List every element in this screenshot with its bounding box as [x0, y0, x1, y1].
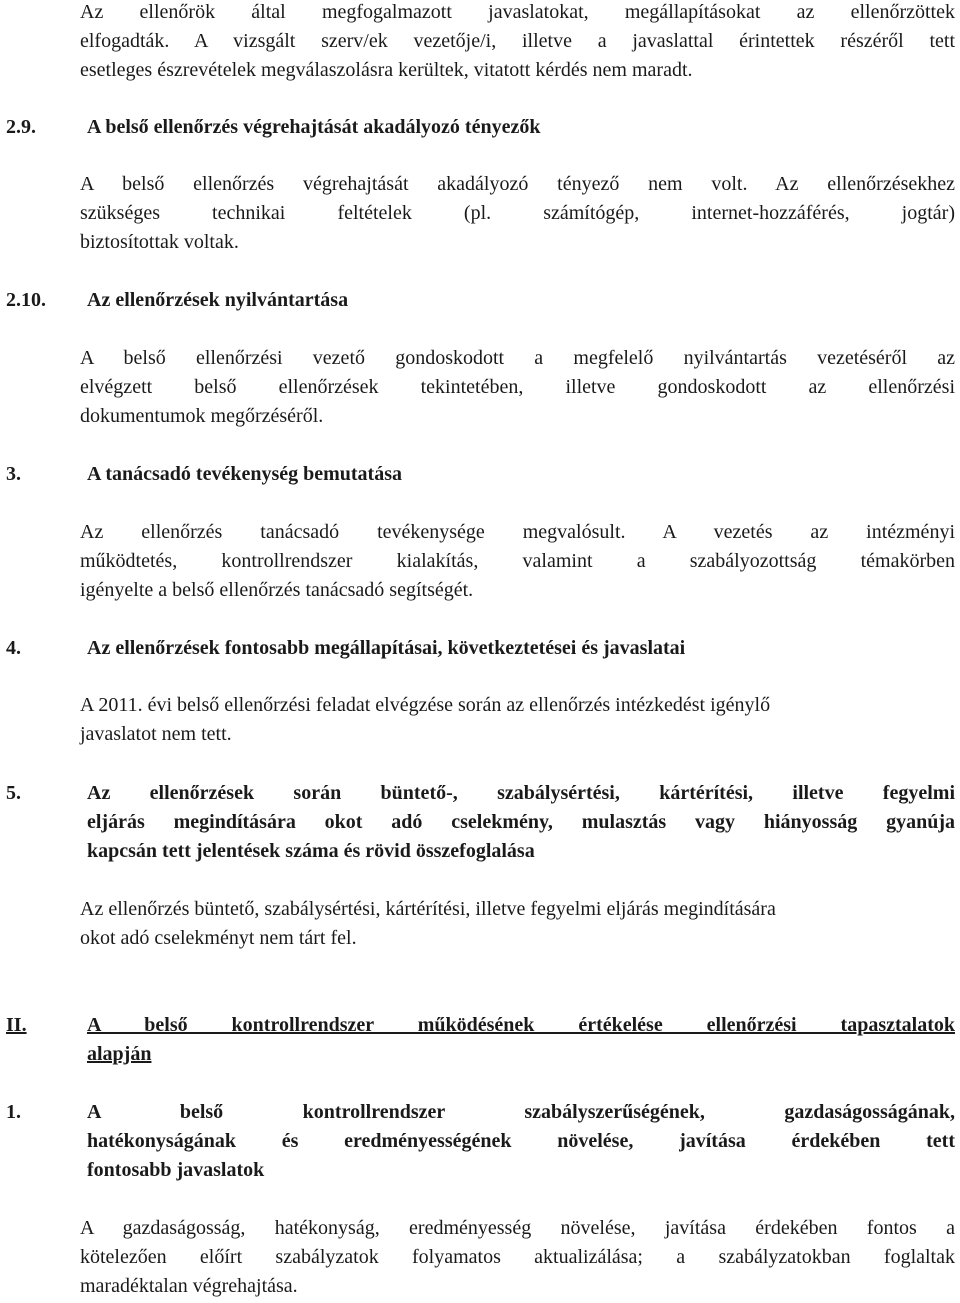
section-2-10-paragraph — [80, 344, 955, 431]
paragraph-line: kötelezően előírt szabályzatok folyamatos aktualizálása; a szabályzatokban foglaltak — [80, 1246, 955, 1268]
title-line: fontosabb javaslatok — [87, 1159, 265, 1181]
section-2-9-title: A belső ellenőrzés végrehajtását akadályozó tényezők — [87, 116, 541, 138]
intro-paragraph — [80, 0, 955, 85]
section-4-paragraph — [80, 691, 955, 749]
title-line: A belső kontrollrendszer működésének értékelése ellenőrzési tapasztalatok — [87, 1014, 955, 1036]
paragraph-line: elvégzett belső ellenőrzések tekintetében, illetve gondoskodott az ellenőrzési — [80, 376, 955, 398]
section-II-1-paragraph — [80, 1214, 955, 1301]
section-3-number: 3. — [6, 463, 21, 485]
section-4-number: 4. — [6, 637, 21, 659]
paragraph-line: javaslatot nem tett. — [80, 723, 232, 745]
section-3-title: A tanácsadó tevékenység bemutatása — [87, 463, 402, 485]
paragraph-line: A 2011. évi belső ellenőrzési feladat elvégzése során az ellenőrzés intézkedést igénylő — [80, 694, 771, 716]
section-5-paragraph — [80, 895, 955, 953]
section-2-9-number: 2.9. — [6, 116, 36, 138]
section-2-9-paragraph — [80, 170, 955, 257]
title-line: hatékonyságának és eredményességének növelése, javítása érdekében tett — [87, 1130, 955, 1152]
section-4-title: Az ellenőrzések fontosabb megállapításai, következtetései és javaslatai — [87, 637, 686, 659]
paragraph-line: esetleges észrevételek megválaszolásra kerültek, vitatott kérdés nem maradt. — [80, 59, 693, 81]
title-line: alapján — [87, 1043, 152, 1065]
paragraph-line: okot adó cselekményt nem tárt fel. — [80, 927, 357, 949]
section-5-title — [87, 779, 955, 866]
paragraph-line: biztosítottak voltak. — [80, 231, 239, 253]
paragraph-line: szükséges technikai feltételek (pl. számítógép, internet-hozzáférés, jogtár) — [80, 202, 955, 224]
paragraph-line: A belső ellenőrzés végrehajtását akadályozó tényező nem volt. Az ellenőrzésekhez — [80, 173, 955, 195]
title-line: kapcsán tett jelentések száma és rövid összefoglalása — [87, 840, 535, 862]
section-2-10-number: 2.10. — [6, 289, 46, 311]
section-II-title — [87, 1011, 955, 1069]
paragraph-line: Az ellenőrök által megfogalmazott javaslatokat, megállapításokat az ellenőrzöttek — [80, 1, 955, 23]
paragraph-line: A belső ellenőrzési vezető gondoskodott a megfelelő nyilvántartás vezetéséről az — [80, 347, 955, 369]
paragraph-line: Az ellenőrzés tanácsadó tevékenysége megvalósult. A vezetés az intézményi — [80, 521, 955, 543]
paragraph-line: dokumentumok megőrzéséről. — [80, 405, 324, 427]
section-5-number: 5. — [6, 782, 21, 804]
paragraph-line: igényelte a belső ellenőrzés tanácsadó segítségét. — [80, 579, 474, 601]
title-line: Az ellenőrzések során büntető-, szabálysértési, kártérítési, illetve fegyelmi — [87, 782, 955, 804]
paragraph-line: Az ellenőrzés büntető, szabálysértési, kártérítési, illetve fegyelmi eljárás megindítására — [80, 898, 776, 920]
title-line: eljárás megindítására okot adó cselekmény, mulasztás vagy hiányosság gyanúja — [87, 811, 955, 833]
section-II-number: II. — [6, 1014, 27, 1036]
paragraph-line: elfogadták. A vizsgált szerv/ek vezetője/i, illetve a javaslattal érintettek részéről tett — [80, 30, 955, 52]
section-II-1-title — [87, 1098, 955, 1185]
paragraph-line: működtetés, kontrollrendszer kialakítás, valamint a szabályozottság témakörben — [80, 550, 955, 572]
paragraph-line: maradéktalan végrehajtása. — [80, 1275, 298, 1297]
paragraph-line: A gazdaságosság, hatékonyság, eredményesség növelése, javítása érdekében fontos a — [80, 1217, 955, 1239]
section-II-1-number: 1. — [6, 1101, 21, 1123]
section-3-paragraph — [80, 518, 955, 605]
title-line: A belső kontrollrendszer szabályszerűségének, gazdaságosságának, — [87, 1101, 955, 1123]
section-2-10-title: Az ellenőrzések nyilvántartása — [87, 289, 349, 311]
